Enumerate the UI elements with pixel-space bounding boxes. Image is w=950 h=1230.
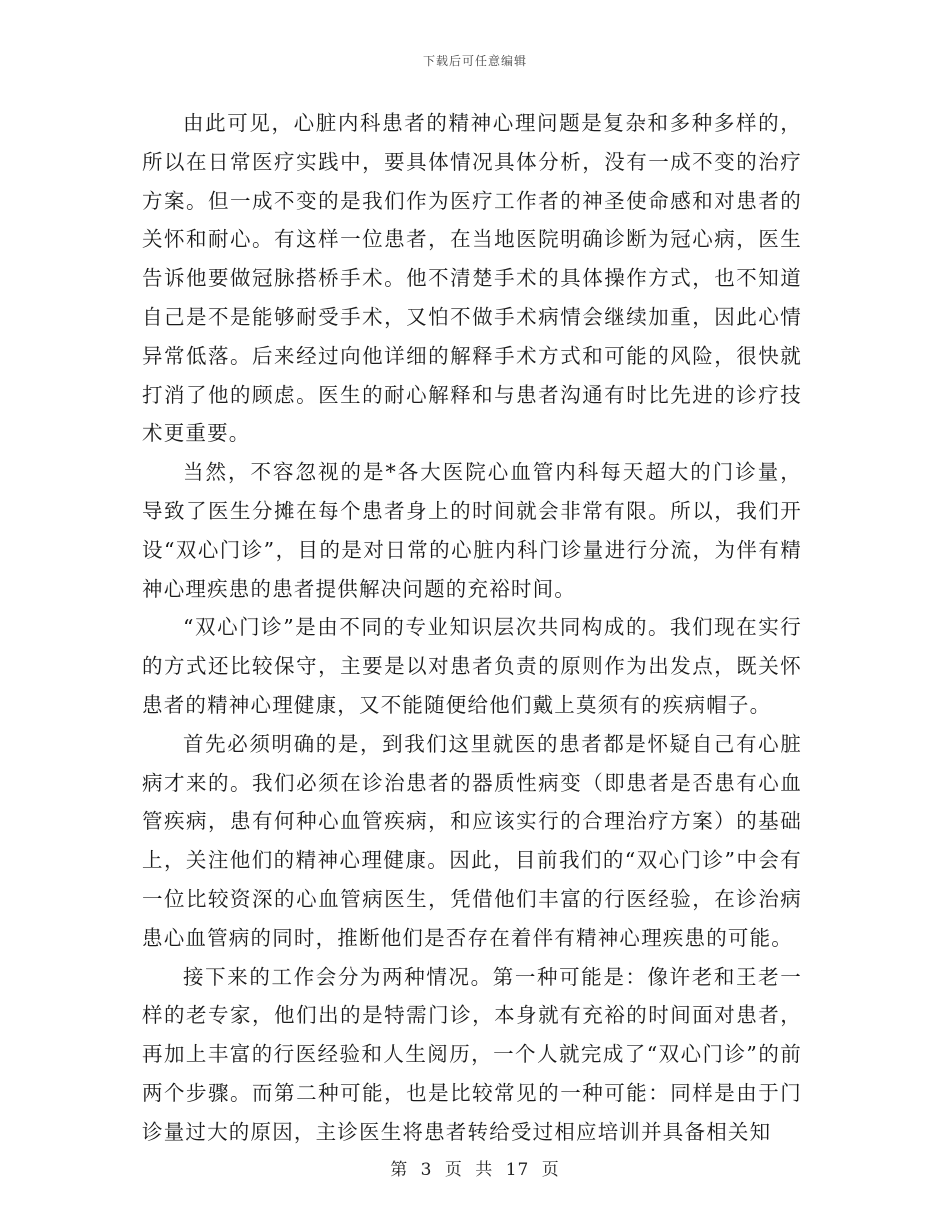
paragraph: “双心门诊”是由不同的专业知识层次共同构成的。我们现在实行的方式还比较保守，主要是以对患者负责的原则作为出发点，既关怀患者的精神心理健康，又不能随便给他们戴上莫须有的疾病帽子。	[142, 615, 802, 717]
body-text	[142, 104, 802, 1152]
paragraph: 由此可见，心脏内科患者的精神心理问题是复杂和多种多样的，所以在日常医疗实践中，要具体情况具体分析，没有一成不变的治疗方案。但一成不变的是我们作为医疗工作者的神圣使命感和对患者的关怀和耐心。有这样一位患者，在当地医院明确诊断为冠心病，医生告诉他要做冠脉搭桥手术。他不清楚手术的具体操作方式，也不知道自己是不是能够耐受手术，又怕不做手术病情会继续加重，因此心情异常低落。后来经过向他详细的解释手术方式和可能的风险，很快就打消了他的顾虑。医生的耐心解释和与患者沟通有时比先进的诊疗技术更重要。	[142, 111, 802, 446]
header-note: 下载后可任意编辑	[422, 54, 527, 68]
paragraph: 首先必须明确的是，到我们这里就医的患者都是怀疑自己有心脏病才来的。我们必须在诊治患者的器质性病变（即患者是否患有心血管疾病，患有何种心血管疾病，和应该实行的合理治疗方案）的基础上，关注他们的精神心理健康。因此，目前我们的“双心门诊”中会有一位比较资深的心血管病医生，凭借他们丰富的行医经验，在诊治病患心血管病的同时，推断他们是否存在着伴有精神心理疾患的可能。	[142, 731, 802, 950]
page-number-footer: 第 3 页 共 17 页	[390, 1160, 560, 1180]
paragraph: 接下来的工作会分为两种情况。第一种可能是：像许老和王老一样的老专家，他们出的是特需门诊，本身就有充裕的时间面对患者，再加上丰富的行医经验和人生阅历，一个人就完成了“双心门诊”的前两个步骤。而第二种可能，也是比较常见的一种可能：同样是由于门诊量过大的原因，主诊医生将患者转给受过相应培训并具备相关知	[142, 964, 802, 1144]
paragraph: 当然，不容忽视的是*各大医院心血管内科每天超大的门诊量，导致了医生分摊在每个患者身上的时间就会非常有限。所以，我们开设“双心门诊”，目的是对日常的心脏内科门诊量进行分流，为伴有精神心理疾患的患者提供解决问题的充裕时间。	[142, 460, 802, 601]
